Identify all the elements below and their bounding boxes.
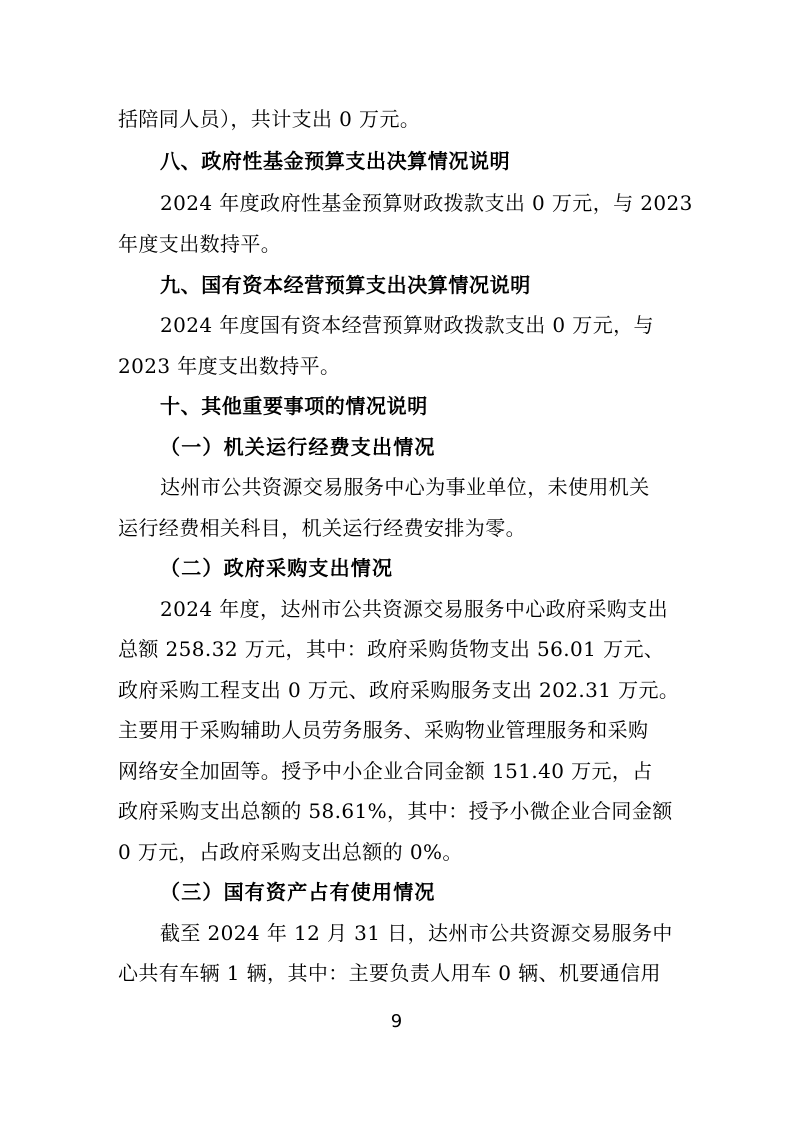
section-heading-9: 九、国有资本经营预算支出决算情况说明 xyxy=(160,273,531,297)
paragraph-line: 网络安全加固等。授予中小企业合同金额 151.40 万元，占 xyxy=(118,759,653,783)
page-number: 9 xyxy=(390,1011,403,1032)
paragraph-line: 达州市公共资源交易服务中心为事业单位，未使用机关 xyxy=(160,475,650,499)
paragraph-line: 心共有车辆 1 辆，其中：主要负责人用车 0 辆、机要通信用 xyxy=(118,961,661,985)
paragraph-line: 2023 年度支出数持平。 xyxy=(118,354,341,378)
paragraph-line: 2024 年度，达州市公共资源交易服务中心政府采购支出 xyxy=(160,597,669,621)
paragraph-line: 年度支出数持平。 xyxy=(118,232,282,256)
section-heading-8: 八、政府性基金预算支出决算情况说明 xyxy=(160,149,511,173)
section-heading-10: 十、其他重要事项的情况说明 xyxy=(160,394,428,418)
paragraph-line: 截至 2024 年 12 月 31 日，达州市公共资源交易服务中 xyxy=(160,921,673,945)
paragraph-line: 政府采购工程支出 0 万元、政府采购服务支出 202.31 万元。 xyxy=(118,678,680,702)
subsection-heading-2: （二）政府采购支出情况 xyxy=(160,556,394,580)
subsection-heading-1: （一）机关运行经费支出情况 xyxy=(160,435,436,459)
paragraph-line: 总额 258.32 万元，其中：政府采购货物支出 56.01 万元、 xyxy=(118,637,665,661)
paragraph-line: 2024 年度政府性基金预算财政拨款支出 0 万元，与 2023 xyxy=(160,191,693,215)
paragraph-line: 运行经费相关科目，机关运行经费安排为零。 xyxy=(118,516,526,540)
paragraph-line: 政府采购支出总额的 58.61%，其中：授予小微企业合同金额 xyxy=(118,799,673,823)
subsection-heading-3: （三）国有资产占有使用情况 xyxy=(160,880,436,904)
paragraph-line: 主要用于采购辅助人员劳务服务、采购物业管理服务和采购 xyxy=(118,718,649,742)
paragraph-line: 2024 年度国有资本经营预算财政拨款支出 0 万元，与 xyxy=(160,313,654,337)
paragraph-line: 括陪同人员），共计支出 0 万元。 xyxy=(118,107,421,131)
paragraph-line: 0 万元，占政府采购支出总额的 0%。 xyxy=(118,840,463,864)
